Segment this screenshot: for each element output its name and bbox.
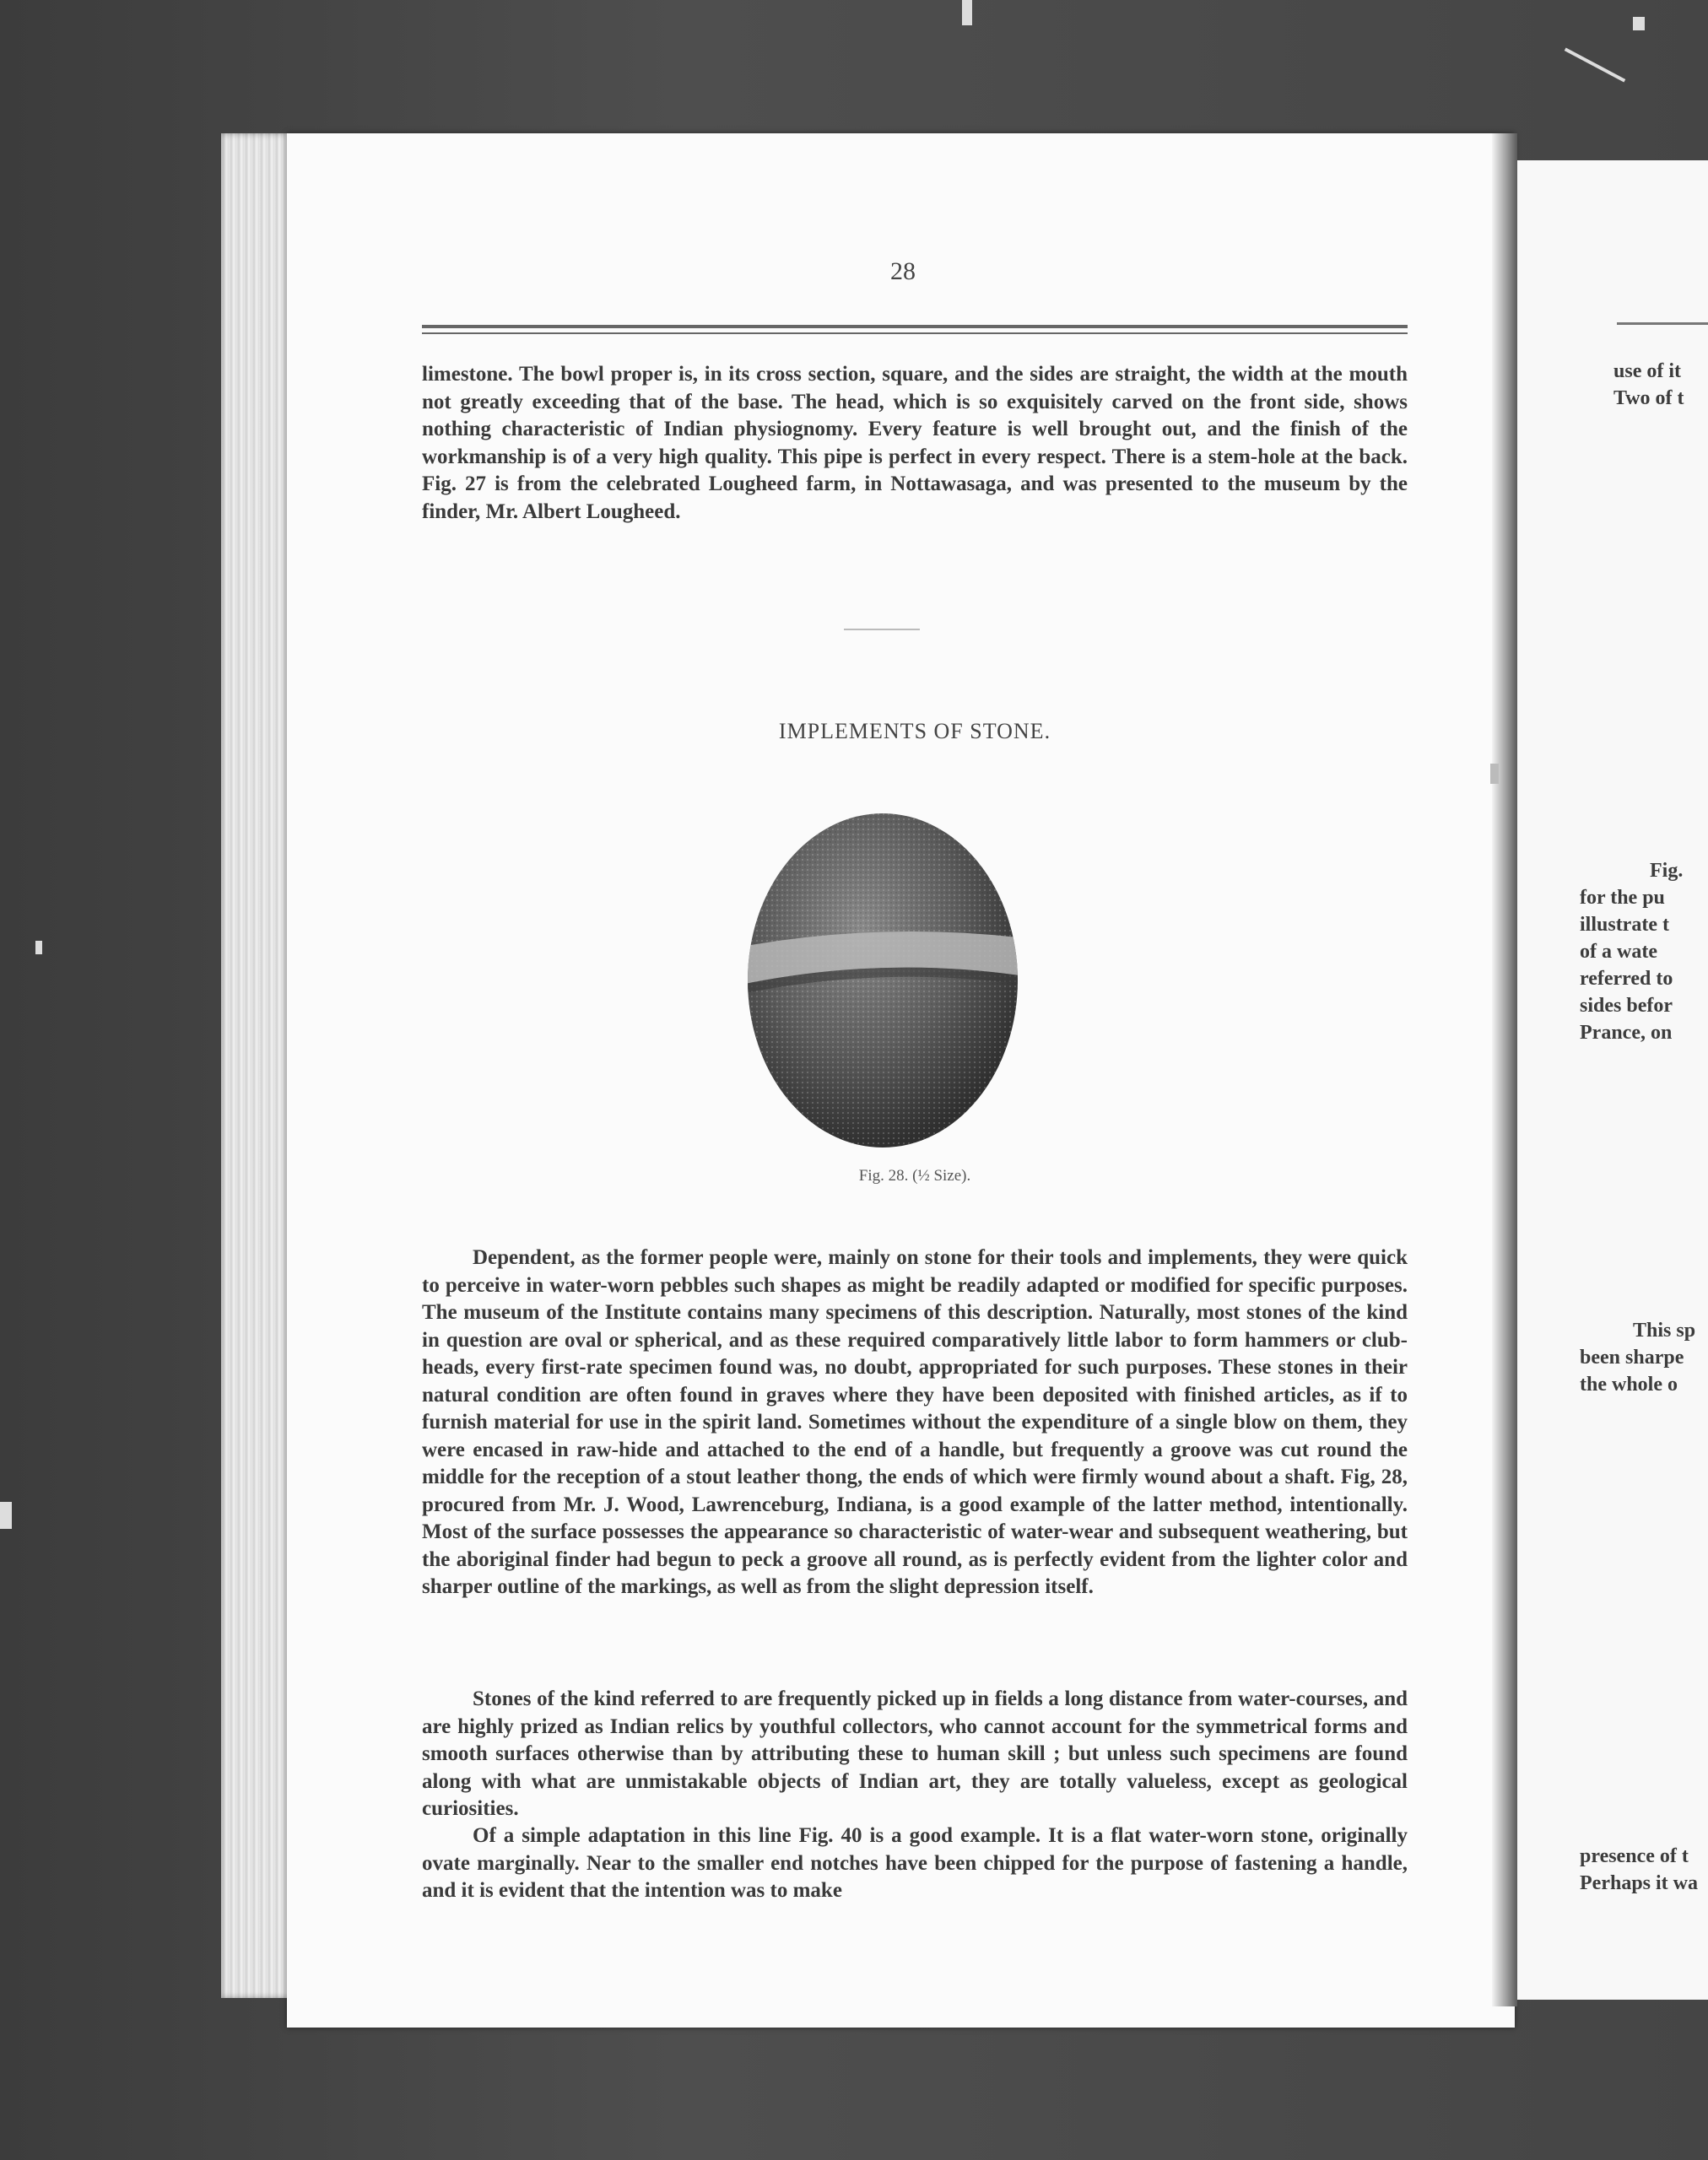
page-number: 28 xyxy=(890,257,916,285)
right-page-fragment: Two of t xyxy=(1613,387,1684,409)
right-page-fragment: Fig. xyxy=(1650,860,1684,882)
right-page-fragment: illustrate t xyxy=(1580,914,1669,936)
section-divider xyxy=(844,629,920,630)
paragraph-top: limestone. The bowl proper is, in its cross section, square, and the sides are straight, the width at the mouth not greatly exceeding that of the base. The head, which is so exquisitely carved on the front side, shows nothing characteristic of Indian physiognomy. Every feature is well brought out, and the finish of the workmanship is of a very high quality. This pipe is perfect in every respect. There is a stem-hole at the back. Fig. 27 is from the celebrated Lougheed farm, in Nottawasaga, and was presented to the museum by the finder, Mr. Albert Lougheed. xyxy=(422,363,1408,523)
right-page-fragment: the whole o xyxy=(1580,1374,1678,1396)
header-rule xyxy=(422,325,1408,328)
right-page-fragment: use of it xyxy=(1613,360,1681,382)
scan-artifact xyxy=(962,0,972,25)
right-page-fragment: been sharpe xyxy=(1580,1347,1684,1369)
right-page-fragment: of a wate xyxy=(1580,941,1657,963)
header-rule-thin xyxy=(422,332,1408,334)
right-page-fragment: presence of t xyxy=(1580,1845,1689,1867)
scan-artifact xyxy=(1490,764,1499,784)
right-page-fragment: for the pu xyxy=(1580,887,1665,909)
book-gutter xyxy=(1492,133,1517,2006)
right-page-fragment: This sp xyxy=(1633,1320,1696,1342)
right-page-fragment: Prance, on xyxy=(1580,1022,1673,1044)
figure-caption: Fig. 28. (½ Size). xyxy=(858,1167,971,1185)
right-page-fragment: referred to xyxy=(1580,968,1673,990)
right-page-fragment: Perhaps it wa xyxy=(1580,1872,1698,1894)
scan-artifact xyxy=(0,1502,12,1529)
paragraph-main: Dependent, as the former people were, mainly on stone for their tools and implements, they were quick to perceive in water-worn pebbles such shapes as might be readily adapted or modified for specific purposes. The museum of the Institute contains many specimens of this description. Naturally, most stones of the kind in question are oval or spherical, and as these required comparatively little labor to form hammers or club-heads, every first-rate specimen found was, no doubt, appropriated for such purposes. These stones in their natural condition are often found in graves where they have been deposited with finished articles, as if to furnish material for use in the spirit land. Sometimes without the expenditure of a single blow on them, they were encased in raw-hide and attached to the end of a handle, but frequently a groove was cut round the middle for the reception of a stout leather thong, the ends of which were firmly wound about a shaft. Fig, 28, procured from Mr. J. Wood, Lawrenceburg, Indiana, is a good example of the latter method, intentionally. Most of the surface possesses the appearance so characteristic of water-wear and subsequent weathering, but the aboriginal finder had begun to peck a groove all round, as is perfectly evident from the lighter color and sharper outline of the markings, as well as from the slight depression itself. xyxy=(422,1246,1408,1598)
book-page-edges xyxy=(221,133,292,1998)
right-page-rule xyxy=(1617,322,1708,325)
scan-artifact xyxy=(1633,17,1645,30)
right-page xyxy=(1517,160,1708,2000)
figure-grooved-stone xyxy=(741,803,1025,1155)
right-page-fragment: sides befor xyxy=(1580,995,1673,1017)
section-title: IMPLEMENTS OF STONE. xyxy=(778,719,1051,743)
paragraph-2: Stones of the kind referred to are frequently picked up in fields a long distance from water-courses, and are highly prized as Indian relics by youthful collectors, who cannot account for the symmetrical forms and smooth surfaces otherwise than by attributing these to human skill ; but unless such specimens are found along with what are unmistakable objects of Indian art, they are totally valueless, except as geological curiosities. xyxy=(422,1688,1408,1820)
paragraph-3: Of a simple adaptation in this line Fig. 40 is a good example. It is a flat water-worn stone, originally ovate marginally. Near to the smaller end notches have been chipped for the purpose of fastening a handle, and it is evident that the intention was to make xyxy=(422,1824,1408,1902)
scan-artifact xyxy=(35,941,42,954)
